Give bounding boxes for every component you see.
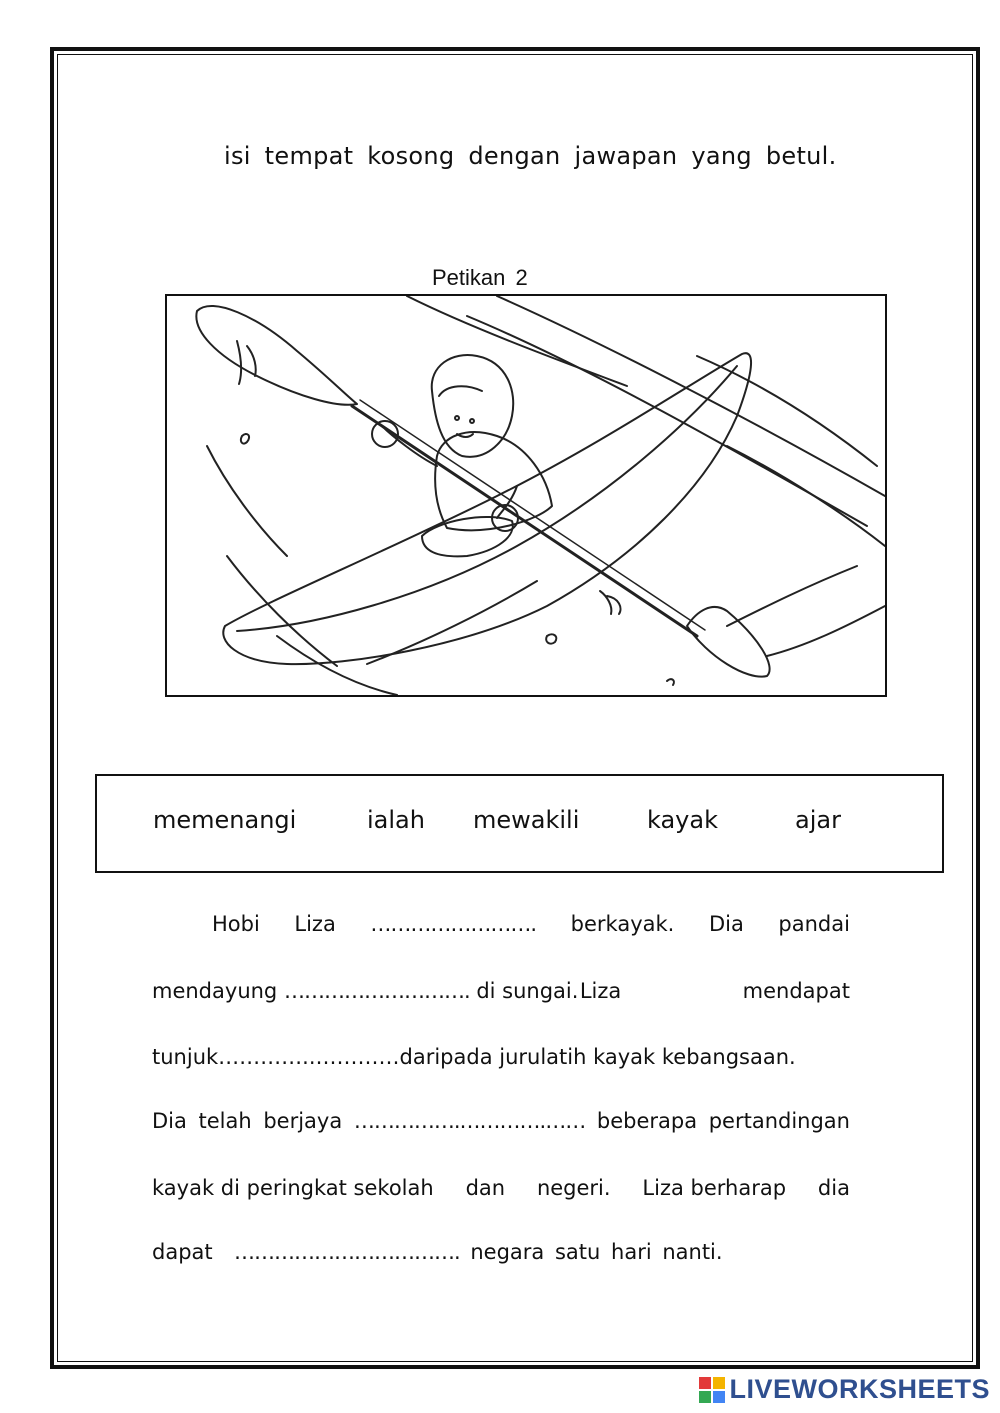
word-bank-item: ialah <box>367 806 425 834</box>
passage-word: berkayak. <box>570 912 675 936</box>
passage-word: Liza <box>294 912 336 936</box>
answer-blank-5[interactable]: ……………………………. <box>234 1240 460 1264</box>
passage-word: dapat <box>152 1240 213 1264</box>
word-bank-item: ajar <box>795 806 841 834</box>
passage-line-6 <box>152 1240 850 1264</box>
passage-line-5 <box>152 1176 850 1200</box>
passage-word: pandai <box>778 912 850 936</box>
word-bank-item: kayak <box>647 806 718 834</box>
word-bank-item: memenangi <box>153 806 297 834</box>
passage-caption: Petikan 2 <box>432 265 528 290</box>
passage-word: Dia <box>708 912 744 936</box>
passage-line-3 <box>152 1045 850 1069</box>
answer-blank-3[interactable]: tunjuk…………..…………daripada jurulatih kayak kebangsaan. <box>152 1045 796 1069</box>
passage-word: berjaya <box>263 1109 343 1133</box>
passage-word: di sungai. <box>476 979 579 1003</box>
liveworksheets-logo <box>699 1374 990 1405</box>
passage-word: telah <box>198 1109 252 1133</box>
worksheet-border <box>50 47 980 1369</box>
passage-word: dia <box>817 1176 850 1200</box>
passage-word: mendapat <box>742 979 850 1003</box>
word-bank <box>95 774 944 873</box>
answer-blank-2[interactable]: ………………………. <box>283 979 470 1003</box>
passage-line-1 <box>152 912 850 936</box>
passage-line-4 <box>152 1109 850 1133</box>
passage-word: pertandingan <box>708 1109 850 1133</box>
passage-word: mendayung <box>152 979 278 1003</box>
passage-word: Hobi <box>212 912 260 936</box>
answer-blank-1[interactable]: ……………………. <box>370 912 537 936</box>
passage-word: Liza <box>579 979 622 1003</box>
passage-word: Dia <box>152 1109 187 1133</box>
passage-word: dan <box>465 1176 506 1200</box>
word-bank-item: mewakili <box>473 806 580 834</box>
passage-word: kayak di peringkat sekolah <box>152 1176 434 1200</box>
answer-blank-4[interactable]: …………….………….…… <box>353 1109 586 1133</box>
passage-word: Liza berharap <box>642 1176 787 1200</box>
brand-name: LIVEWORKSHEETS <box>729 1374 990 1404</box>
passage-line-2 <box>152 979 850 1003</box>
logo-squares-icon <box>699 1377 725 1403</box>
kayak-girl-drawing-icon <box>165 294 887 697</box>
passage-word: negara satu hari nanti. <box>470 1240 723 1264</box>
passage-word: beberapa <box>596 1109 698 1133</box>
instruction-text: isi tempat kosong dengan jawapan yang betul. <box>224 142 837 170</box>
passage-word: negeri. <box>536 1176 611 1200</box>
